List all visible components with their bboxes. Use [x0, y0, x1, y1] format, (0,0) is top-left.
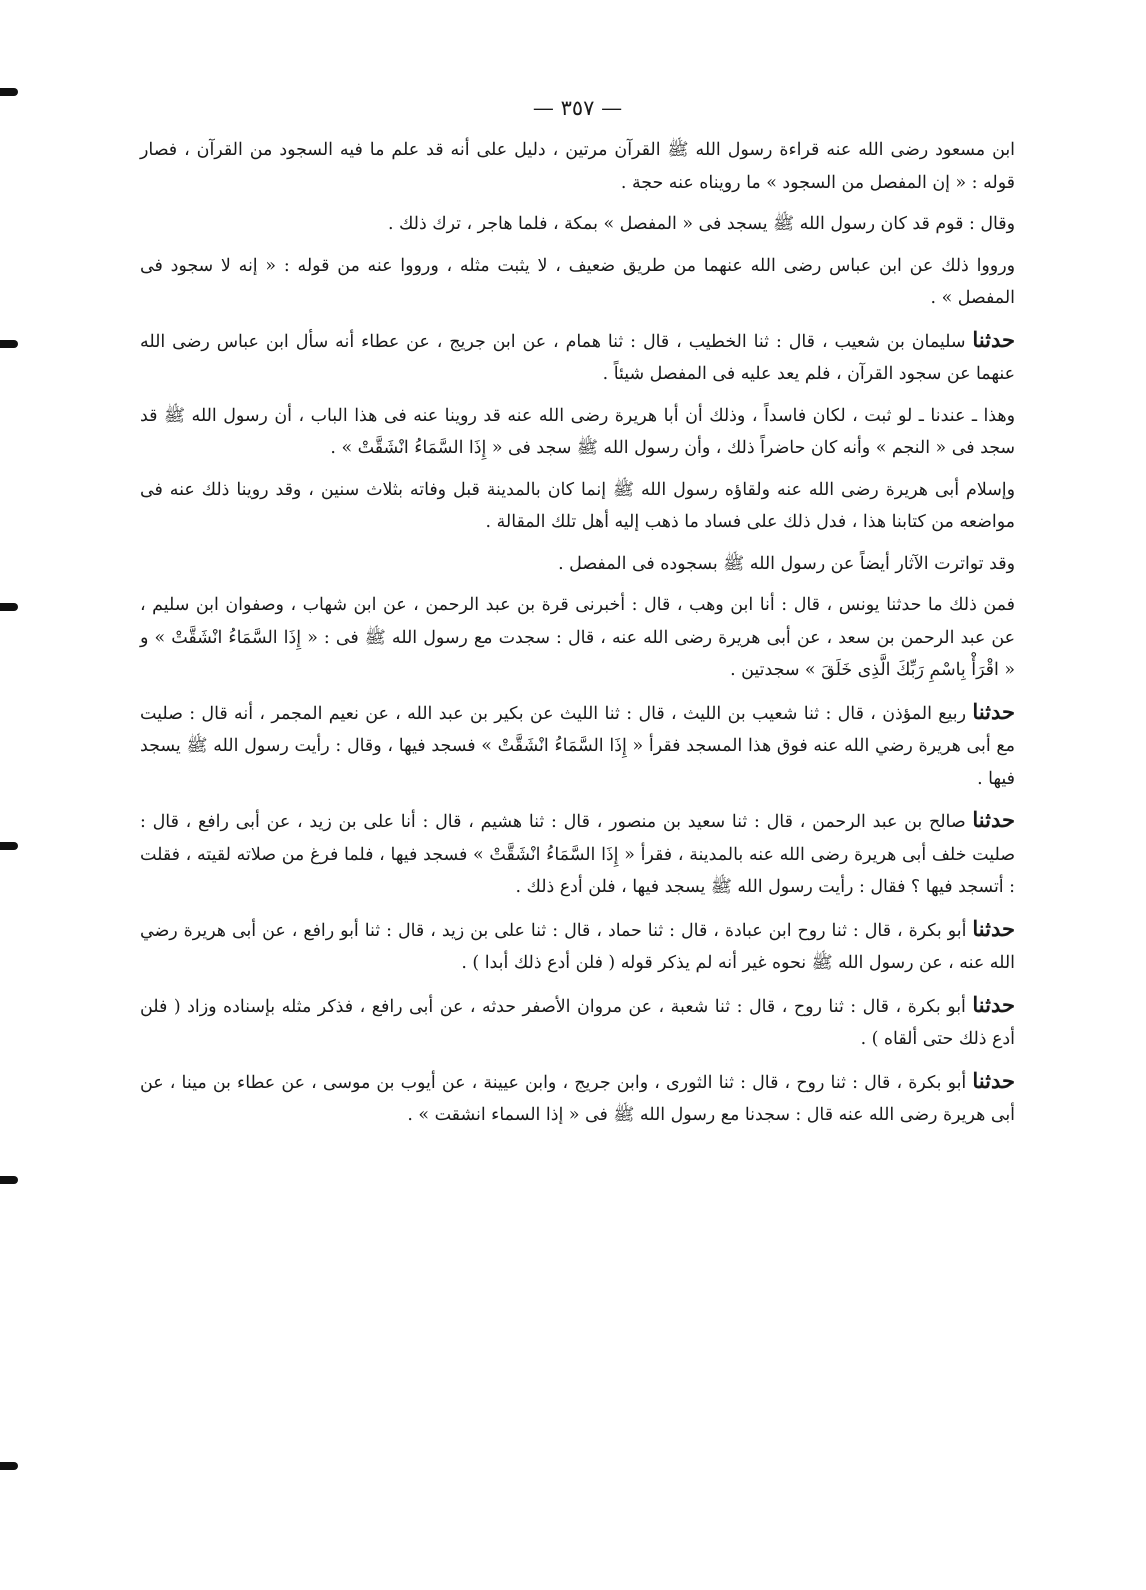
document-page: [140, 96, 1015, 1141]
edge-mark: [0, 1176, 18, 1184]
paragraph: ابن مسعود رضى الله عنه قراءة رسول الله ﷺ القرآن مرتين ، دليل على أنه قد علم ما فيه السجود من القرآن ، فصار قوله : « إن المفصل من السجود » ما رويناه عنه حجة .: [140, 140, 1015, 193]
hadith-paragraph: حدثنا أبو بكرة ، قال : ثنا روح ابن عبادة ، قال : ثنا حماد ، قال : ثنا على بن زيد ، قال : ثنا أبو رافع ، عن أبى هريرة رضي الله عنه ، عن رسول الله ﷺ نحوه غير أنه لم يذكر قوله ( فلن أدع ذلك أبدا ) .: [140, 915, 1015, 973]
paragraph: فمن ذلك ما حدثنا يونس ، قال : أنا ابن وهب ، قال : أخبرنى قرة بن عبد الرحمن ، عن ابن شهاب ، وصفوان ابن سليم ، عن عبد الرحمن بن سعد ، عن أبى هريرة رضى الله عنه ، قال : سجدت مع رسول الله ﷺ فى : « إِذَا السَّمَاءُ انْشَقَّتْ » و « اقْرَأْ بِاسْمِ رَبِّكَ الَّذِى خَلَقَ » سجدتين .: [140, 595, 1015, 680]
edge-mark: [0, 842, 18, 850]
paragraph: وهذا ـ عندنا ـ لو ثبت ، لكان فاسداً ، وذلك أن أبا هريرة رضى الله عنه قد روينا عنه فى هذا الباب ، أن رسول الله ﷺ قد سجد فى « النجم » وأنه كان حاضراً ذلك ، وأن رسول الله ﷺ سجد فى « إِذَا السَّمَاءُ انْشَقَّتْ » .: [140, 405, 1015, 458]
haddathana-heading: حدثنا: [972, 698, 1016, 724]
page-number: — ٣٥٧ —: [532, 96, 623, 120]
hadith-paragraph: حدثنا صالح بن عبد الرحمن ، قال : ثنا سعيد بن منصور ، قال : ثنا هشيم ، قال : أنا على بن زيد ، عن أبى رافع ، قال : صليت خلف أبى هريرة رضى الله عنه بالمدينة ، فقرأ « إِذَا السَّمَاءُ انْشَقَّتْ » فسجد فيها ، فلما فرغ من صلاته لقيته ، فقلت : أتسجد فيها ؟ فقال : رأيت رسول الله ﷺ يسجد فيها ، فلن أدع ذلك .: [140, 807, 1015, 897]
hadith-paragraph: حدثنا أبو بكرة ، قال : ثنا روح ، قال : ثنا الثورى ، وابن جريج ، وابن عيينة ، عن أيوب بن موسى ، عن عطاء بن مينا ، عن أبى هريرة رضى الله عنه قال : سجدنا مع رسول الله ﷺ فى « إذا السماء انشقت » .: [140, 1067, 1016, 1125]
edge-mark: [0, 88, 18, 96]
paragraph: ورووا ذلك عن ابن عباس رضى الله عنهما من طريق ضعيف ، لا يثبت مثله ، ورووا عنه من قوله : « إنه لا سجود فى المفصل » .: [140, 255, 1015, 308]
haddathana-heading: حدثنا: [972, 1067, 1016, 1093]
haddathana-heading: حدثنا: [972, 326, 1016, 352]
hadith-paragraph: حدثنا سليمان بن شعيب ، قال : ثنا الخطيب ، قال : ثنا همام ، عن ابن جريج ، عن عطاء أنه سأل ابن عباس رضى الله عنهما عن سجود القرآن ، فلم يعد عليه فى المفصل شيئاً .: [140, 326, 1016, 384]
haddathana-heading: حدثنا: [972, 991, 1015, 1017]
paragraph: وقد تواترت الآثار أيضاً عن رسول الله ﷺ بسجوده فى المفصل .: [558, 553, 1015, 574]
hadith-paragraph: حدثنا ربيع المؤذن ، قال : ثنا شعيب بن الليث ، قال : ثنا الليث عن بكير بن عبد الله ، عن نعيم المجمر ، أنه قال : صليت مع أبى هريرة رضي الله عنه فوق هذا المسجد فقرأ « إِذَا السَّمَاءُ انْشَقَّتْ » فسجد فيها ، وقال : رأيت رسول الله ﷺ يسجد فيها .: [140, 698, 1016, 789]
edge-mark: [0, 603, 18, 611]
paragraph: وإسلام أبى هريرة رضى الله عنه ولقاؤه رسول الله ﷺ إنما كان بالمدينة قبل وفاته بثلاث سنين ، وقد روينا ذلك عنه فى مواضعه من كتابنا هذا ، فدل ذلك على فساد ما ذهب إليه أهل تلك المقالة .: [140, 479, 1015, 532]
haddathana-heading: حدثنا: [972, 807, 1015, 832]
hadith-paragraph: حدثنا أبو بكرة ، قال : ثنا روح ، قال : ثنا شعبة ، عن مروان الأصفر حدثه ، عن أبى رافع ، فذكر مثله بإسناده وزاد ( فلن أدع ذلك حتى ألقاه ) .: [140, 991, 1015, 1049]
edge-mark: [0, 340, 18, 348]
haddathana-heading: حدثنا: [972, 915, 1015, 941]
edge-mark: [0, 1462, 18, 1470]
paragraph: وقال : قوم قد كان رسول الله ﷺ يسجد فى « المفصل » بمكة ، فلما هاجر ، ترك ذلك .: [387, 214, 1015, 234]
